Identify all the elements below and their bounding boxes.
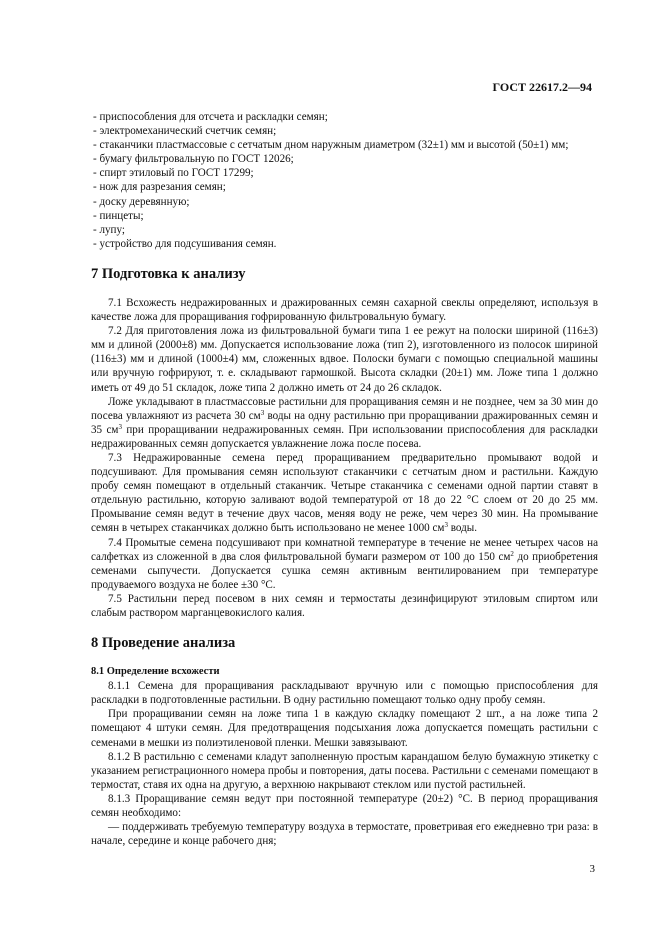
paragraph-8-1-1-continued: При проращивании семян на ложе типа 1 в каждую складку помещают 2 шт., а на ложе типа 2 помещают 4 штуки семян. Для предотвращения подсыхания ложа допускается помещать растильни с семенами в мешки из полиэтиленовой пленки. Мешки завязывают. xyxy=(91,708,598,749)
paragraph-7-2-continued xyxy=(91,395,598,451)
superscript: 3 xyxy=(260,408,265,417)
list-item: - бумагу фильтровальную по ГОСТ 12026; xyxy=(93,153,294,166)
document-id: ГОСТ 22617.2—94 xyxy=(492,80,592,94)
document-body xyxy=(91,110,598,848)
list-item: - устройство для подсушивания семян. xyxy=(93,237,277,250)
superscript: 2 xyxy=(510,549,514,558)
page-number: 3 xyxy=(589,863,595,875)
text-run: воды на одну растильню при проращивании дражированных семян и 35 см xyxy=(91,409,598,436)
section-8-heading: 8 Проведение анализа xyxy=(91,635,236,652)
text-run: 7.4 Промытые семена подсушивают при комнатной температуре в течение не менее четырех часов на салфетках из сложенной в два слоя фильтровальной бумаги размером от 100 до 150 см xyxy=(91,536,598,563)
list-item: - электромеханический счетчик семян; xyxy=(93,125,277,138)
subsection-8-1-heading: 8.1 Определение всхожести xyxy=(91,666,220,678)
section-7-heading: 7 Подготовка к анализу xyxy=(91,265,246,282)
list-item: - лупу; xyxy=(93,223,125,236)
paragraph-8-1-3-item: — поддерживать требуемую температуру воздуха в термостате, проветривая его ежедневно три раза: в начале, середине и конце рабочего дня; xyxy=(91,821,598,848)
list-item: - нож для разрезания семян; xyxy=(93,181,226,194)
text-run: Ложе укладывают в пластмассовые растильни для проращивания семян и не позднее, чем за 30 мин до посева увлажняют из расчета 30 см xyxy=(91,395,598,422)
paragraph-7-3 xyxy=(91,451,598,536)
superscript: 3 xyxy=(118,422,122,431)
paragraph-7-2: 7.2 Для приготовления ложа из фильтровальной бумаги типа 1 ее режут на полоски шириной (116±3) мм и длиной (2000±8) мм. Допускается использование ложа (тип 2), изготовленного из полосок шириной (116±3) мм и длиной (1000±4) мм, сложенных вдвое. Полоски бумаги с помощью специальной машины или вручную гофрируют, т. е. складывают гармошкой. Высота складки (20±1) мм. Ложе типа 1 должно иметь от 49 до 51 складок, ложе типа 2 должно иметь от 24 до 26 складок. xyxy=(91,325,598,394)
list-item: - пинцеты; xyxy=(93,209,144,222)
paragraph-7-1: 7.1 Всхожесть недражированных и дражированных семян сахарной свеклы определяют, используя в качестве ложа для проращивания гофрированную фильтровальную бумагу. xyxy=(91,296,598,324)
superscript: 3 xyxy=(444,521,448,530)
paragraph-7-4 xyxy=(91,536,598,592)
text-run: 7.3 Недражированные семена перед проращиванием предварительно промывают водой и подсушивают. Для промывания семян используют стаканчики с сетчатым дном и растильни. Каждую пробу семян помещают в отдельный стаканчик. Четыре стаканчика с семенами одной партии ставят в отдельную растильню, которую заливают водой температурой от 18 до 22 °С слоем от 20 до 25 мм. Промывание семян ведут в течение двух часов, меняя воду не реже, чем через 30 мин. На промывание семян в четырех стаканчиках должно быть использовано не менее 1000 см xyxy=(91,451,598,535)
text-run: воды. xyxy=(447,522,477,535)
paragraph-8-1-2: 8.1.2 В растильню с семенами кладут заполненную простым карандашом белую бумажную этикетку с указанием регистрационного номера пробы и повторения, даты посева. Растильни с семенами помещают в термостат, ставя их одна на другую, а верхнюю накрывают стеклом или пустой растильней. xyxy=(91,750,598,791)
text-run: до приобретения семенами сыпучести. Допускается сушка семян активным вентилированием при температуре продуваемого воздуха не более ±30 °С. xyxy=(91,550,598,591)
text-run: при проращивании недражированных семян. При использовании приспособления для раскладки недражированных семян допускается увлажнение ложа после посева. xyxy=(91,423,598,450)
list-item: - спирт этиловый по ГОСТ 17299; xyxy=(93,167,254,180)
list-item: - приспособления для отсчета и раскладки семян; xyxy=(93,111,328,123)
paragraph-8-1-3: 8.1.3 Проращивание семян ведут при постоянной температуре (20±2) °С. В период проращивания семян необходимо: xyxy=(91,792,598,820)
list-item: - стаканчики пластмассовые с сетчатым дном наружным диаметром (32±1) мм и высотой (50±1) мм; xyxy=(93,139,569,152)
paragraph-7-5: 7.5 Растильни перед посевом в них семян и термостаты дезинфицируют этиловым спиртом или слабым раствором марганцевокислого калия. xyxy=(91,592,598,619)
list-item: - доску деревянную; xyxy=(93,195,190,208)
paragraph-8-1-1: 8.1.1 Семена для проращивания раскладывают вручную или с помощью приспособления для раскладки в подготовленные растильни. В одну растильню помещают только одну пробу семян. xyxy=(91,680,598,707)
